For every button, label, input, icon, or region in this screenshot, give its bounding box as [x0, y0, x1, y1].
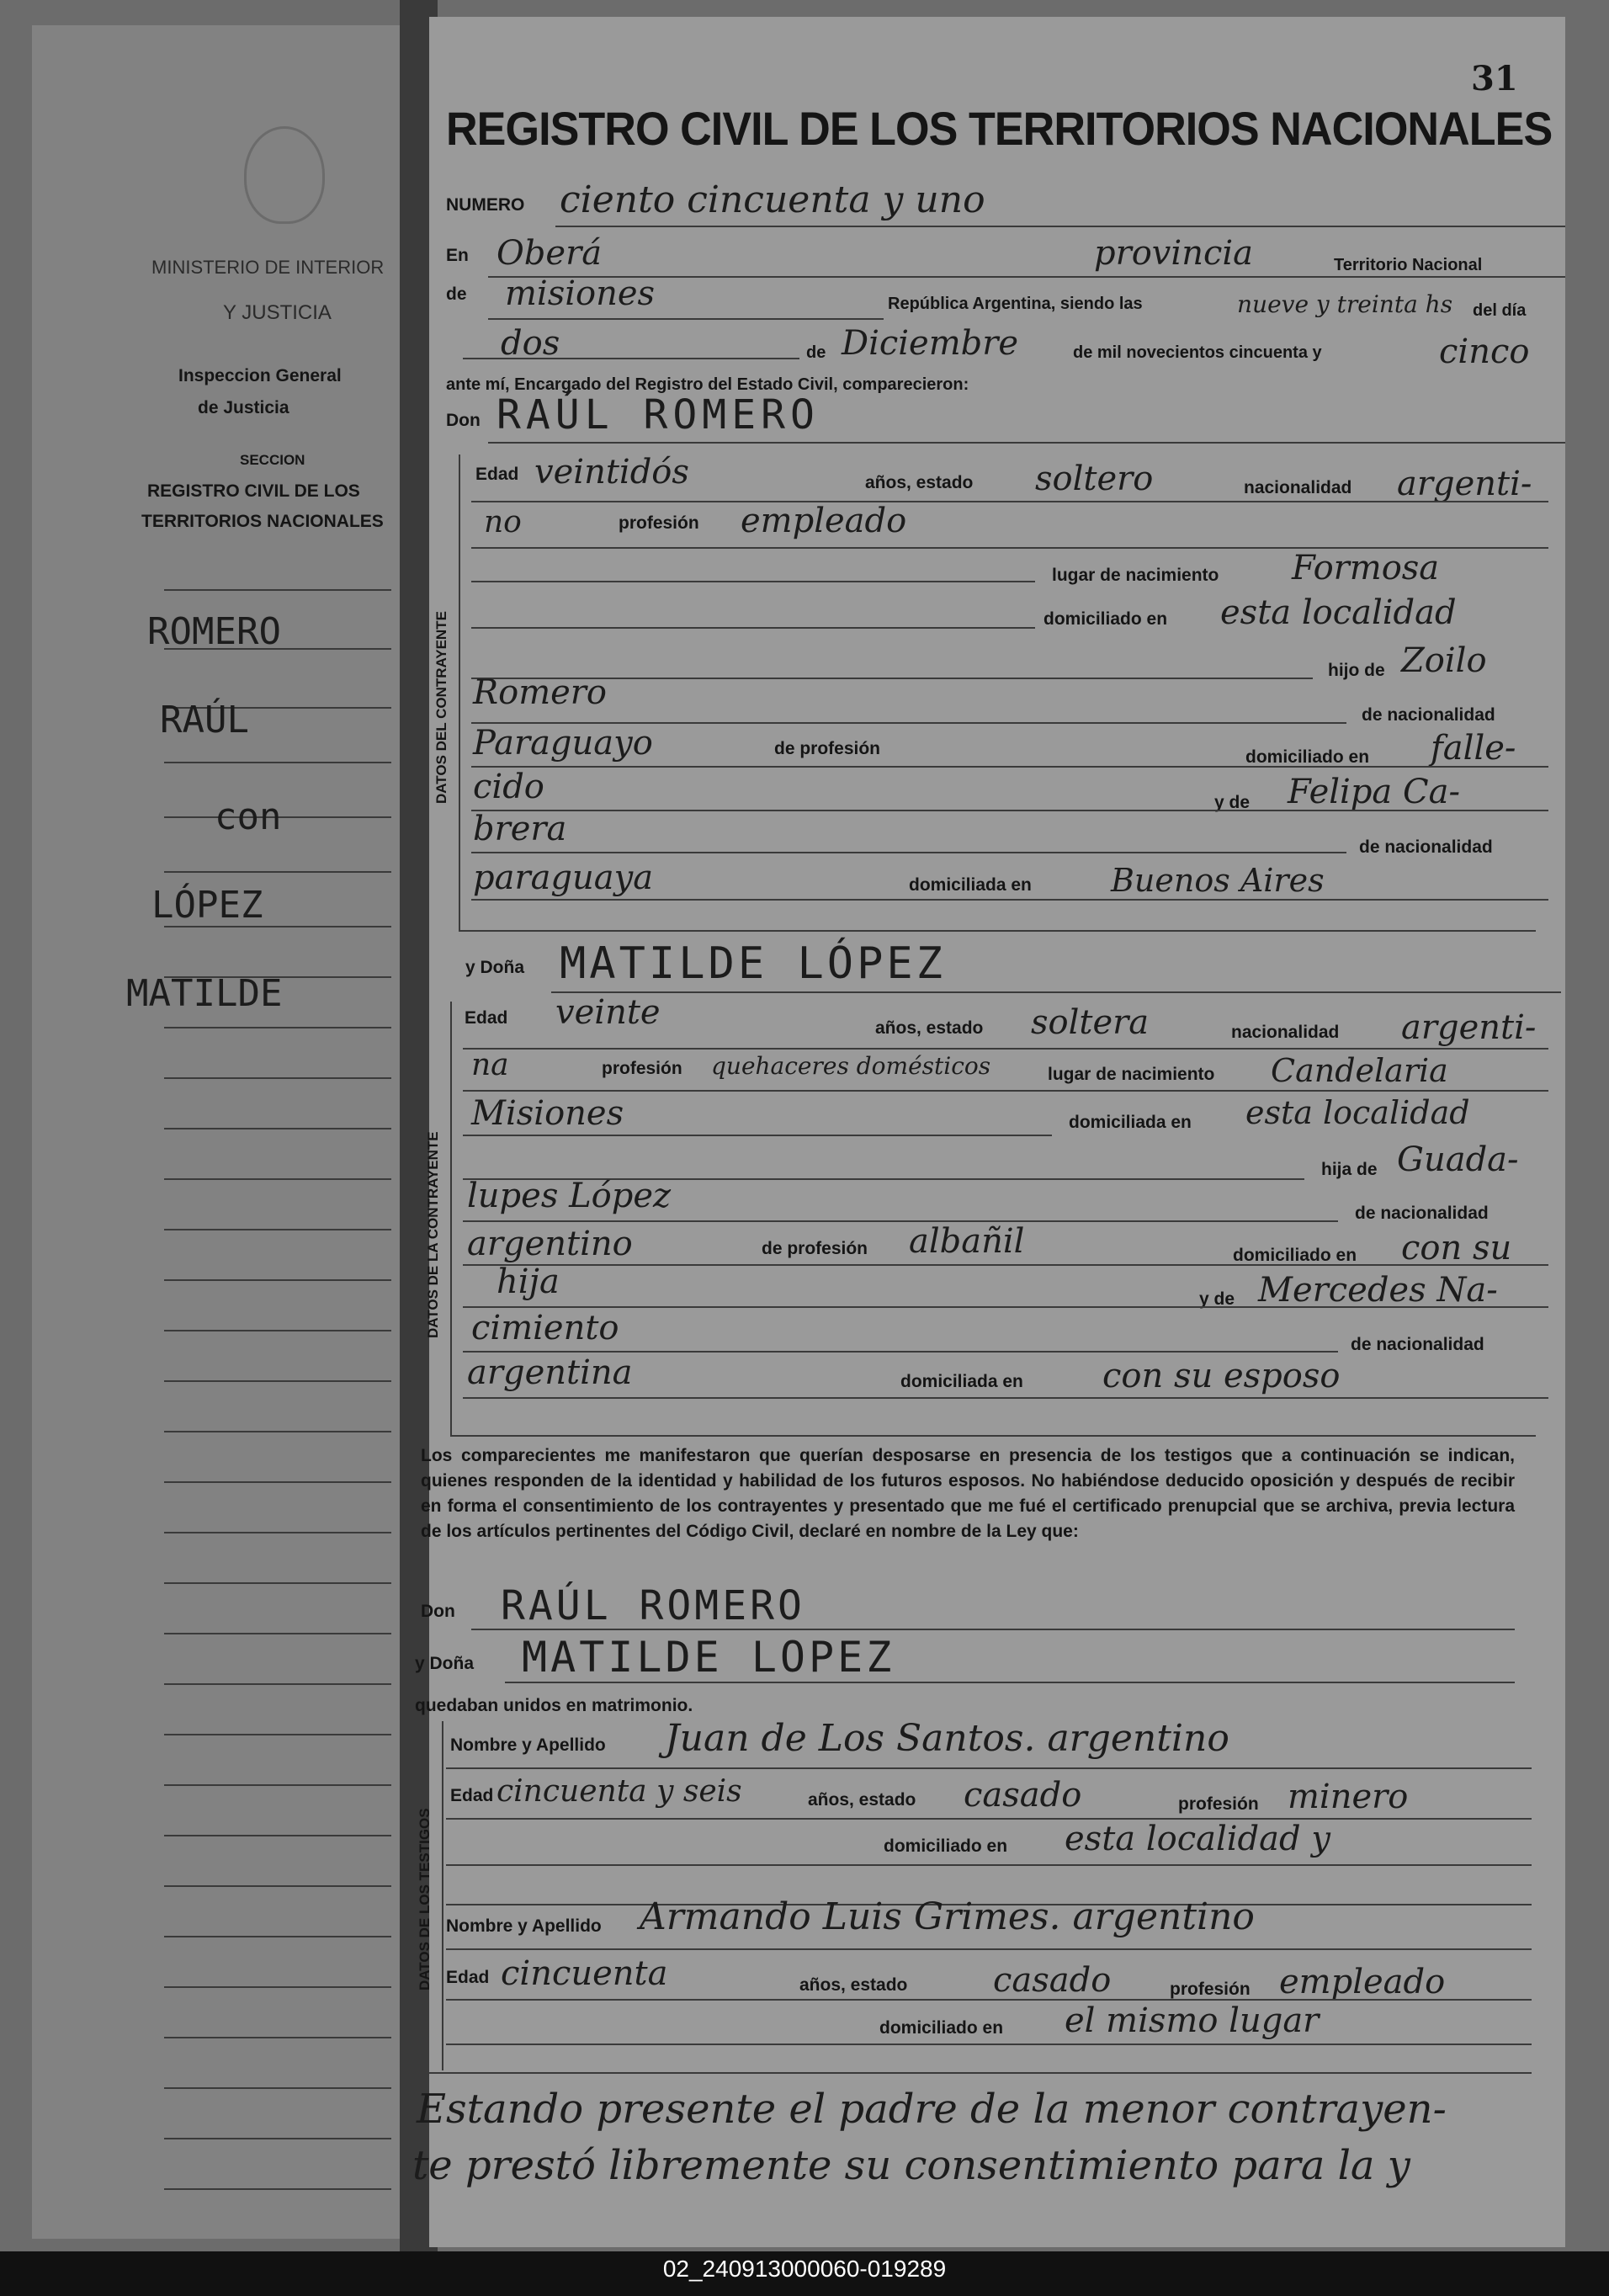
inspection-line-1: Inspeccion General [178, 366, 342, 385]
label-de-profesion-2: de profesión [762, 1239, 868, 1258]
value-profesion: empleado [741, 502, 907, 540]
value-anio: cinco [1439, 332, 1530, 371]
rule-testigo1 [446, 1767, 1532, 1769]
label-nacionalidad-2: nacionalidad [1231, 1023, 1340, 1042]
value-madre2-dom: con su esposo [1102, 1357, 1341, 1395]
label-datos-testigos: DATOS DE LOS TESTIGOS [417, 1808, 433, 1990]
rule-de [488, 318, 884, 320]
value-testigo1-edad: cincuenta y seis [497, 1774, 742, 1809]
closing-note-line-2: te prestó libremente su consentimiento para la y [412, 2142, 1410, 2189]
box-testigos-left [442, 1721, 443, 2070]
value-lugar-nacimiento-2-cont: Misiones [471, 1094, 624, 1133]
label-de-nacionalidad: de nacionalidad [1362, 705, 1495, 725]
value-padre-cont: Romero [473, 673, 608, 712]
rule-edad [471, 501, 1548, 502]
value-edad-2: veinte [555, 993, 661, 1032]
argentine-seal-icon [244, 126, 325, 224]
label-domiciliado: domiciliado en [1043, 609, 1168, 629]
value-testigo1-dom: esta localidad y [1065, 1820, 1330, 1858]
value-edad: veintidós [534, 453, 689, 492]
value-madre: Felipa Ca- [1288, 773, 1460, 811]
rule-blank [471, 581, 1035, 582]
label-domiciliado-padre: domiciliado en [1245, 747, 1370, 767]
rule-madre2-nac [463, 1351, 1338, 1353]
label-republica: República Argentina, siendo las [888, 295, 1143, 313]
value-padre2-nac: argentino [467, 1225, 633, 1263]
rule-testigo1-edad [446, 1818, 1532, 1820]
rule-testigo2 [446, 1948, 1532, 1950]
value-estado: soltero [1035, 460, 1154, 498]
rule-dona [551, 991, 1561, 993]
label-datos-contrayenta: DATOS DE LA CONTRAYENTE [425, 1131, 441, 1338]
value-testigo2-prof: empleado [1279, 1963, 1446, 2001]
rule-lugar [471, 627, 1035, 629]
label-lugar-nacimiento: lugar de nacimiento [1052, 566, 1219, 585]
value-lugar-nacimiento-2: Candelaria [1271, 1052, 1448, 1089]
label-datos-contrayente: DATOS DEL CONTRAYENTE [433, 611, 449, 804]
value-dona: MATILDE LÓPEZ [560, 938, 946, 989]
ministry-line-1: MINISTERIO DE INTERIOR [151, 257, 385, 278]
rule-madre2 [463, 1306, 1548, 1308]
value-hijo-de: Zoilo [1401, 641, 1487, 680]
label-de-profesion: de profesión [774, 739, 881, 758]
rule-profesion-2 [463, 1090, 1548, 1092]
value-padre2-dom: con su [1401, 1229, 1512, 1268]
rule-don-final [471, 1629, 1515, 1630]
label-edad-2: Edad [465, 1008, 508, 1028]
label-domiciliado-t2: domiciliado en [879, 2018, 1004, 2038]
label-de-nacionalidad-madre: de nacionalidad [1359, 837, 1493, 857]
value-dona-final: MATILDE LOPEZ [522, 1633, 895, 1682]
value-lugar-nacimiento: Formosa [1292, 549, 1440, 587]
label-anos-estado-2: años, estado [875, 1018, 984, 1038]
label-quedaban: quedaban unidos en matrimonio. [415, 1696, 693, 1715]
label-mil-novecientos: de mil novecientos cincuenta y [1073, 343, 1322, 362]
box-contrayente-bottom [459, 930, 1536, 932]
value-nacionalidad2-cont: na [471, 1048, 509, 1082]
section-line-3: TERRITORIOS NACIONALES [141, 512, 384, 531]
value-testigo1-prof: minero [1288, 1778, 1409, 1816]
value-provincia: provincia [1094, 234, 1254, 273]
label-nombre-testigo2: Nombre y Apellido [446, 1916, 602, 1936]
rule-don [488, 442, 1565, 444]
label-anos-estado: años, estado [865, 473, 974, 492]
label-don-final: Don [421, 1602, 455, 1621]
value-madre2-nac: argentina [467, 1353, 633, 1392]
rule-madre2-dom [463, 1397, 1548, 1399]
value-padre2-prof: albañil [909, 1222, 1025, 1261]
rule-dom-2 [463, 1135, 1052, 1136]
rule-testigos-end [412, 2072, 1532, 2074]
box-contrayente-left [459, 454, 460, 930]
value-don: RAÚL ROMERO [497, 391, 820, 438]
label-profesion-t2: profesión [1170, 1980, 1251, 1999]
rule-testigo1-dom [446, 1864, 1532, 1866]
value-testigo1: Juan de Los Santos. argentino [665, 1717, 1229, 1760]
label-en: En [446, 246, 469, 265]
value-nacionalidad: argenti- [1397, 465, 1532, 503]
margin-note-con: con [215, 795, 282, 838]
label-don: Don [446, 411, 481, 430]
label-domiciliada-2: domiciliada en [1069, 1113, 1192, 1132]
value-padre2-dom-cont: hija [497, 1262, 560, 1301]
left-page [32, 25, 434, 2239]
rule-madre [471, 810, 1548, 811]
rule-edad-2 [463, 1048, 1548, 1050]
value-madre-nac: paraguaya [473, 858, 654, 897]
label-anos-estado-t2: años, estado [799, 1975, 908, 1995]
label-edad-testigo1: Edad [450, 1786, 494, 1805]
value-padre2-cont: lupes López [467, 1177, 672, 1215]
rule-padre2 [463, 1220, 1338, 1222]
label-domiciliado-2: domiciliado en [1233, 1246, 1357, 1265]
label-domiciliada: domiciliada en [909, 875, 1032, 895]
value-testigo2-estado: casado [993, 1961, 1112, 2000]
label-edad-testigo2: Edad [446, 1968, 490, 1987]
label-del-dia: del día [1473, 301, 1527, 320]
label-de-mes: de [806, 343, 826, 362]
label-domiciliado-t1: domiciliado en [884, 1836, 1008, 1856]
label-anos-estado-t1: años, estado [808, 1790, 916, 1810]
margin-note-surname: ROMERO [147, 610, 281, 653]
label-numero: NUMERO [446, 195, 525, 215]
page-number: 31 [1471, 59, 1518, 98]
footer-id: 02_240913000060-019289 [662, 2256, 947, 2282]
label-y-dona: y Doña [465, 958, 525, 977]
value-hija-de: Guada- [1397, 1140, 1519, 1179]
ministry-line-2: Y JUSTICIA [223, 301, 332, 324]
consent-paragraph: Los comparecientes me manifestaron que querían desposarse en presencia de los testigos que a continuación se indican, quienes responden de la identidad y habilidad de los futuros esposos. No habiéndose deducido oposición y después de recibir en forma el consentimiento de los contrayentes y presentado que me fué el certificado prenupcial que se archiva, previa lectura de los artículos pertinentes del Código Civil, declaré en nombre de la Ley que: [421, 1446, 1515, 1541]
label-y-de-2: y de [1199, 1289, 1235, 1309]
label-profesion-2: profesión [602, 1059, 682, 1078]
rule-padre2-prof [463, 1264, 1548, 1266]
rule-numero [555, 226, 1565, 227]
page-title: REGISTRO CIVIL DE LOS TERRITORIOS NACIONALES [446, 102, 1553, 155]
value-testigo2-dom: el mismo lugar [1065, 2001, 1320, 2040]
margin-note-surname-2: LÓPEZ [151, 884, 263, 927]
box-contrayenta-left [450, 1002, 452, 1435]
label-de-nacionalidad-madre2: de nacionalidad [1351, 1335, 1484, 1354]
label-profesion-t1: profesión [1178, 1794, 1259, 1814]
value-madre2-cont: cimiento [471, 1309, 619, 1347]
label-edad: Edad [475, 465, 519, 484]
value-padre-nac: Paraguayo [473, 724, 653, 763]
label-nacionalidad: nacionalidad [1244, 478, 1352, 497]
value-domicilio: esta localidad [1220, 593, 1457, 632]
value-madre-cont: brera [473, 810, 567, 848]
value-de: misiones [505, 274, 656, 313]
label-ante-mi: ante mí, Encargado del Registro del Estado Civil, comparecieron: [446, 375, 969, 394]
label-territorio: Territorio Nacional [1334, 256, 1483, 274]
value-dia: dos [501, 324, 560, 363]
value-estado-2: soltera [1031, 1003, 1150, 1042]
value-madre-dom: Buenos Aires [1111, 862, 1325, 899]
label-profesion: profesión [619, 513, 699, 533]
label-hija-de: hija de [1321, 1160, 1378, 1179]
label-domiciliada-madre2: domiciliada en [900, 1372, 1023, 1391]
label-lugar-nacimiento-2: lugar de nacimiento [1048, 1065, 1215, 1084]
label-de-nacionalidad-2: de nacionalidad [1355, 1204, 1489, 1223]
section-line-2: REGISTRO CIVIL DE LOS [147, 481, 360, 501]
closing-note-line-1: Estando presente el padre de la menor contrayen- [417, 2086, 1447, 2133]
rule-padre-prof [471, 766, 1548, 768]
rule-dona-final [505, 1682, 1515, 1683]
value-profesion-2: quehaceres domésticos [711, 1052, 991, 1080]
value-testigo1-estado: casado [964, 1776, 1082, 1815]
label-de: de [446, 284, 467, 304]
value-mes: Diciembre [842, 324, 1019, 363]
value-nacionalidad-cont: no [484, 505, 522, 539]
value-madre2: Mercedes Na- [1258, 1271, 1498, 1310]
label-nombre-testigo1: Nombre y Apellido [450, 1735, 606, 1755]
value-don-final: RAÚL ROMERO [501, 1582, 805, 1629]
value-testigo2: Armando Luis Grimes. argentino [640, 1895, 1255, 1938]
label-y-de: y de [1214, 793, 1251, 812]
value-padre-dom: falle- [1431, 729, 1516, 768]
inspection-line-2: de Justicia [198, 398, 289, 417]
box-contrayenta-bottom [450, 1435, 1536, 1437]
rule-madre-dom [471, 899, 1548, 901]
value-domicilio-2: esta localidad [1245, 1094, 1470, 1131]
label-hijo-de: hijo de [1328, 661, 1385, 680]
value-padre-dom-cont: cido [473, 768, 544, 806]
rule-madre-nac [471, 852, 1346, 853]
label-dona-final: y Doña [415, 1654, 475, 1673]
value-nacionalidad-2: argenti- [1401, 1008, 1537, 1047]
rule-testigo2-edad [446, 1999, 1532, 2001]
rule-testigo2-dom [446, 2044, 1532, 2045]
value-testigo2-edad: cincuenta [501, 1954, 668, 1993]
value-en: Oberá [497, 234, 603, 273]
value-hora: nueve y treinta hs [1237, 290, 1453, 318]
section-line-1: SECCION [240, 452, 305, 468]
margin-note-name: RAÚL [160, 699, 249, 741]
margin-note-name-2: MATILDE [126, 972, 283, 1015]
value-numero: ciento cincuenta y uno [560, 178, 985, 221]
